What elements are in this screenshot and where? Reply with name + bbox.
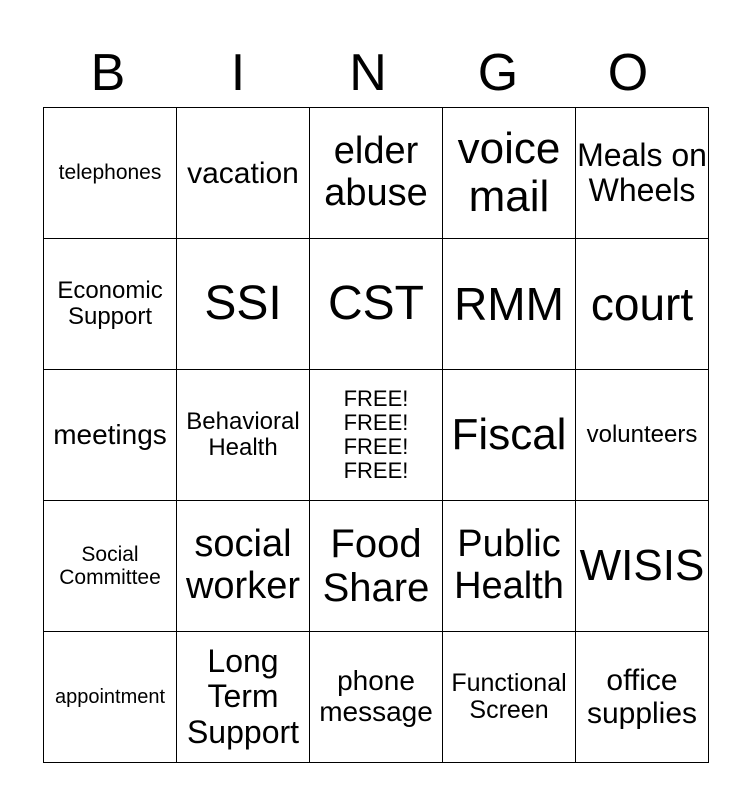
bingo-cell[interactable]: SSI bbox=[177, 239, 310, 370]
bingo-cell[interactable]: Public Health bbox=[443, 501, 576, 632]
board-row bbox=[44, 370, 709, 501]
bingo-cell[interactable]: CST bbox=[310, 239, 443, 370]
bingo-cell[interactable]: social worker bbox=[177, 501, 310, 632]
board-row bbox=[44, 501, 709, 632]
bingo-cell[interactable]: court bbox=[576, 239, 709, 370]
board-row bbox=[44, 239, 709, 370]
header-letter-i: I bbox=[230, 44, 246, 102]
bingo-cell[interactable]: elder abuse bbox=[310, 108, 443, 239]
bingo-header bbox=[43, 42, 693, 104]
board-row bbox=[44, 632, 709, 763]
bingo-cell[interactable]: volunteers bbox=[576, 370, 709, 501]
header-letter-b: B bbox=[90, 44, 126, 102]
bingo-cell[interactable]: Behavioral Health bbox=[177, 370, 310, 501]
bingo-cell[interactable]: Food Share bbox=[310, 501, 443, 632]
bingo-cell[interactable]: Functional Screen bbox=[443, 632, 576, 763]
bingo-cell[interactable]: Long Term Support bbox=[177, 632, 310, 763]
bingo-cell[interactable]: telephones bbox=[44, 108, 177, 239]
bingo-cell[interactable]: Economic Support bbox=[44, 239, 177, 370]
bingo-cell[interactable]: Fiscal bbox=[443, 370, 576, 501]
bingo-cell[interactable]: office supplies bbox=[576, 632, 709, 763]
header-letter-n: N bbox=[349, 44, 387, 102]
bingo-cell[interactable]: meetings bbox=[44, 370, 177, 501]
bingo-cell[interactable]: Social Committee bbox=[44, 501, 177, 632]
header-letter-g: G bbox=[477, 44, 519, 102]
free-space-cell[interactable]: FREE! FREE! FREE! FREE! bbox=[310, 370, 443, 501]
bingo-cell[interactable]: voice mail bbox=[443, 108, 576, 239]
bingo-board bbox=[43, 107, 709, 763]
bingo-cell[interactable]: appointment bbox=[44, 632, 177, 763]
board-row bbox=[44, 108, 709, 239]
bingo-cell[interactable]: vacation bbox=[177, 108, 310, 239]
bingo-cell[interactable]: Meals on Wheels bbox=[576, 108, 709, 239]
bingo-cell[interactable]: WISIS bbox=[576, 501, 709, 632]
bingo-cell[interactable]: RMM bbox=[443, 239, 576, 370]
bingo-cell[interactable]: phone message bbox=[310, 632, 443, 763]
header-letter-o: O bbox=[607, 44, 649, 102]
